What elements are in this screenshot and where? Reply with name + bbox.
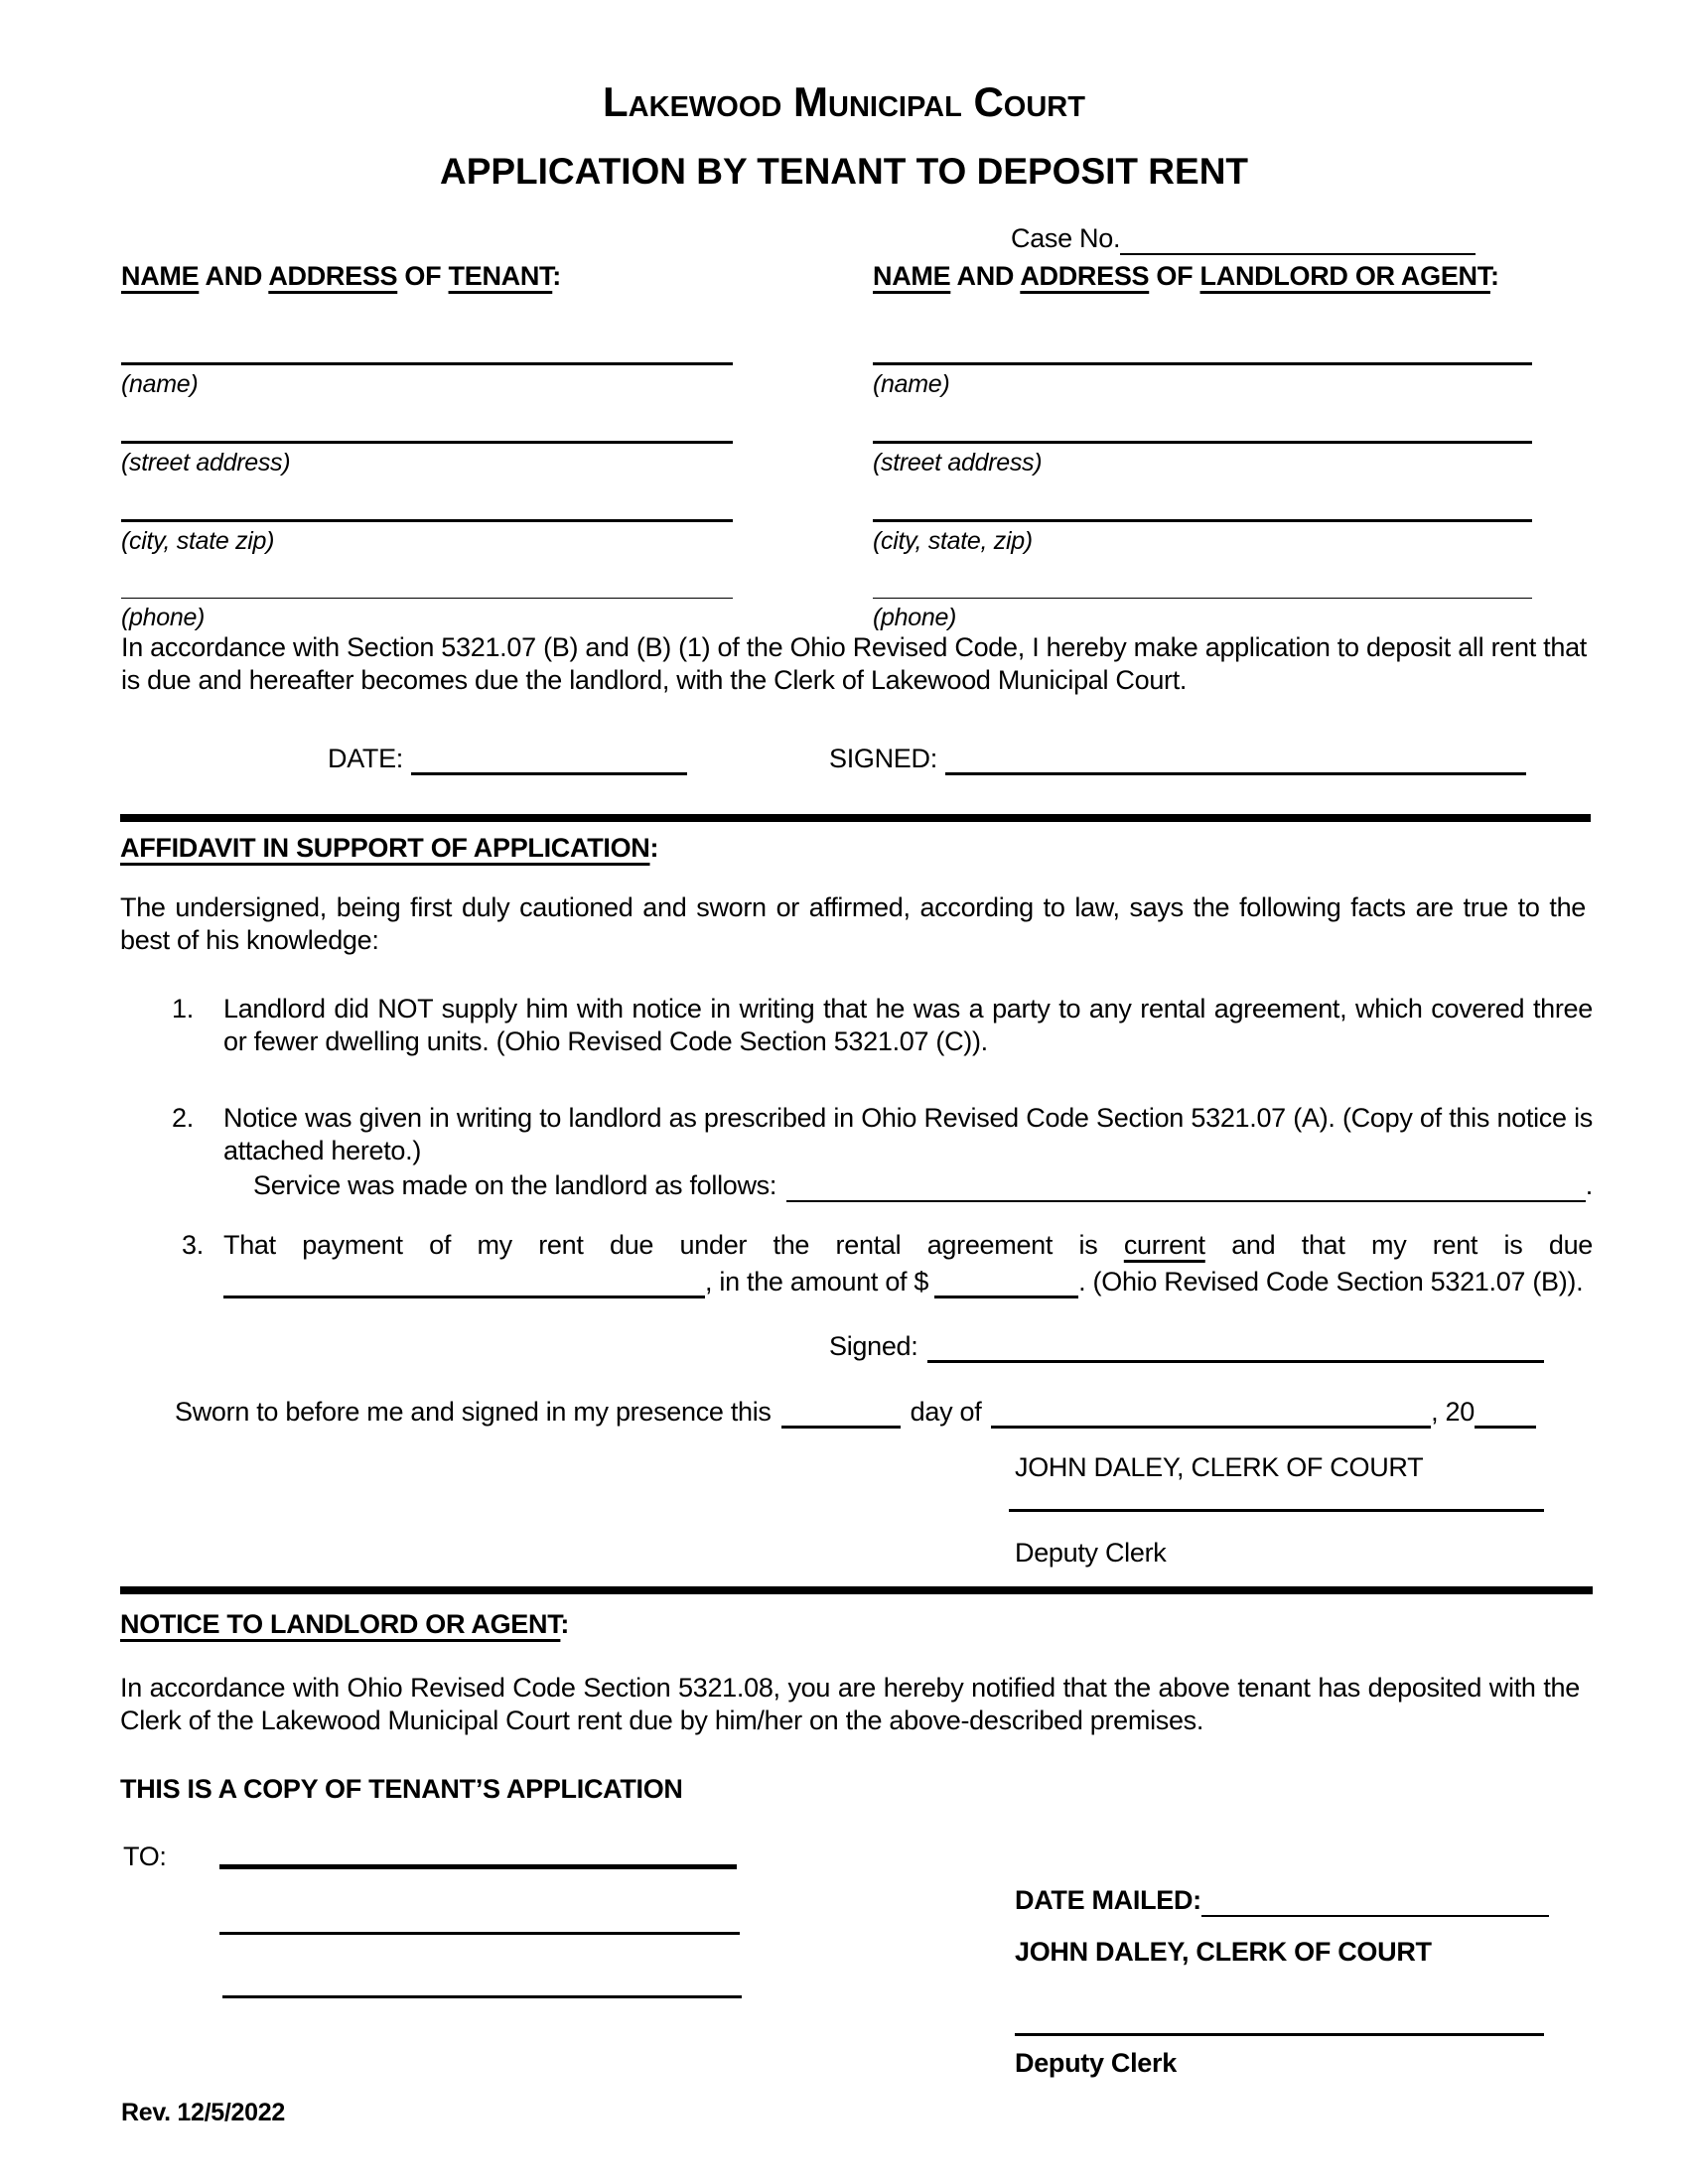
landlord-heading-landlord-word: LANDLORD OR AGENT <box>1199 261 1490 291</box>
tenant-city-field[interactable] <box>121 519 733 522</box>
section-divider-rule <box>120 814 1591 822</box>
tenant-section <box>121 260 733 632</box>
landlord-name-field[interactable] <box>873 362 1532 365</box>
notice-divider-rule <box>120 1586 1593 1594</box>
signed-label: SIGNED: <box>829 744 937 773</box>
item-1-number: 1. <box>172 994 194 1024</box>
revision-date: Rev. 12/5/2022 <box>121 2099 285 2126</box>
sworn-prefix-text: Sworn to before me and signed in my presence this <box>175 1397 772 1427</box>
landlord-heading-name-word: NAME <box>873 261 951 291</box>
affidavit-heading-colon: : <box>649 833 659 863</box>
notice-heading-colon: : <box>560 1609 570 1639</box>
service-period: . <box>1585 1170 1593 1200</box>
affidavit-item-3 <box>120 1229 1593 1298</box>
landlord-heading-of-word: OF <box>1149 261 1200 291</box>
landlord-street-label: (street address) <box>873 449 1043 477</box>
sworn-year-field[interactable] <box>1475 1396 1536 1429</box>
affidavit-item-2 <box>120 1102 1593 1202</box>
to-address-line-2-field[interactable] <box>219 1932 740 1935</box>
landlord-heading-address-word: ADDRESS <box>1020 261 1150 291</box>
date-mailed-label: DATE MAILED: <box>1015 1885 1201 1915</box>
sworn-year-prefix-text: , 20 <box>1431 1397 1475 1427</box>
sworn-row <box>175 1396 1536 1429</box>
signed-field[interactable] <box>945 743 1526 775</box>
notice-paragraph: In accordance with Ohio Revised Code Section 5321.08, you are hereby notified that the above tenant has deposited with the Clerk of the Lakewood Municipal Court rent due by him/her on the above-described premises. <box>120 1673 1580 1735</box>
rent-due-date-field[interactable] <box>223 1266 705 1298</box>
deputy-clerk-label: Deputy Clerk <box>1015 1538 1167 1568</box>
tenant-street-label: (street address) <box>121 449 291 477</box>
tenant-street-field[interactable] <box>121 441 733 444</box>
landlord-heading-colon: : <box>1489 261 1499 291</box>
notice-heading-text: NOTICE TO LANDLORD OR AGENT <box>120 1609 561 1639</box>
tenant-heading-of-word: OF <box>397 261 449 291</box>
landlord-section <box>873 260 1532 632</box>
tenant-phone-field[interactable] <box>121 598 733 599</box>
date-mailed-field[interactable] <box>1201 1885 1549 1917</box>
clerk-name-line-bottom: JOHN DALEY, CLERK OF COURT <box>1015 1937 1432 1967</box>
tenant-name-field[interactable] <box>121 362 733 365</box>
affidavit-signed-label: Signed: <box>829 1331 918 1361</box>
landlord-street-field[interactable] <box>873 441 1532 444</box>
tenant-heading-name-word: NAME <box>121 261 200 291</box>
case-number-row <box>1011 222 1476 255</box>
date-label: DATE: <box>328 744 404 773</box>
affidavit-item-1 <box>120 993 1593 1058</box>
item-3-text-b: and that my rent is due <box>1231 1230 1593 1260</box>
notice-heading <box>120 1608 569 1641</box>
date-row <box>328 743 687 775</box>
item-2-text: Notice was given in writing to landlord as prescribed in Ohio Revised Code Section 5321.07 (A). (Copy of this notice is attached hereto.) <box>223 1103 1593 1165</box>
item-3-text-a: That payment of my rent due under the rental agreement is <box>223 1230 1098 1260</box>
tenant-heading-address-word: ADDRESS <box>268 261 398 291</box>
item-1-text: Landlord did NOT supply him with notice in writing that he was a party to any rental agreement, which covered three or fewer dwelling units. (Ohio Revised Code Section 5321.07 (C)). <box>223 994 1593 1056</box>
form-title: APPLICATION BY TENANT TO DEPOSIT RENT <box>439 151 1249 192</box>
landlord-city-field[interactable] <box>873 519 1532 522</box>
affidavit-signed-field[interactable] <box>927 1330 1544 1363</box>
service-made-label: Service was made on the landlord as follows: <box>253 1170 777 1200</box>
sworn-day-of-text: day of <box>910 1397 982 1427</box>
landlord-name-label: (name) <box>873 370 950 398</box>
item-2-number: 2. <box>172 1103 194 1133</box>
sworn-day-field[interactable] <box>781 1396 901 1429</box>
affidavit-signed-row <box>829 1330 1544 1363</box>
landlord-heading-and-word: AND <box>950 261 1021 291</box>
tenant-section-heading <box>121 260 733 293</box>
item-3-line-2 <box>223 1266 1593 1298</box>
rent-amount-field[interactable] <box>934 1266 1078 1298</box>
tenant-heading-and-word: AND <box>199 261 269 291</box>
tenant-phone-label: (phone) <box>121 604 206 631</box>
tenant-name-label: (name) <box>121 370 199 398</box>
deputy-clerk-signature-field[interactable] <box>1009 1509 1544 1512</box>
landlord-phone-field[interactable] <box>873 598 1532 599</box>
copy-statement: THIS IS A COPY OF TENANT’S APPLICATION <box>120 1774 683 1804</box>
service-row <box>253 1169 1593 1202</box>
case-no-field[interactable] <box>1120 223 1476 255</box>
case-no-label: Case No. <box>1011 223 1121 253</box>
court-title: Lakewood Municipal Court <box>603 78 1085 125</box>
tenant-heading-colon: : <box>552 261 561 291</box>
clerk-name-line: JOHN DALEY, CLERK OF COURT <box>1015 1452 1424 1482</box>
signed-row <box>829 743 1526 775</box>
sworn-month-field[interactable] <box>991 1396 1431 1429</box>
to-address-line-1-field[interactable] <box>219 1864 737 1869</box>
affidavit-heading-text: AFFIDAVIT IN SUPPORT OF APPLICATION <box>120 833 650 863</box>
affidavit-heading <box>120 832 658 865</box>
landlord-phone-label: (phone) <box>873 604 957 631</box>
tenant-heading-tenant-word: TENANT <box>448 261 553 291</box>
landlord-section-heading <box>873 260 1532 293</box>
to-address-line-3-field[interactable] <box>222 1995 742 1998</box>
amount-mid-text: , in the amount of $ <box>705 1267 929 1297</box>
deputy-clerk-label-bottom: Deputy Clerk <box>1015 2048 1177 2078</box>
date-field[interactable] <box>411 743 687 775</box>
deputy-clerk-signature-field-bottom[interactable] <box>1015 2033 1544 2036</box>
tenant-city-label: (city, state zip) <box>121 527 275 555</box>
date-mailed-row <box>1015 1884 1549 1917</box>
application-paragraph: In accordance with Section 5321.07 (B) and (B) (1) of the Ohio Revised Code, I hereby make application to deposit all rent that is due and hereafter becomes due the landlord, with the Clerk of Lakewood Municipal Court. <box>121 632 1587 695</box>
to-label: TO: <box>123 1842 167 1871</box>
item-3-current-word: current <box>1123 1230 1205 1260</box>
service-method-field[interactable] <box>786 1170 1586 1202</box>
item-3-number: 3. <box>182 1230 204 1260</box>
item-3-line-1 <box>223 1229 1593 1262</box>
amount-end-text: . (Ohio Revised Code Section 5321.07 (B)). <box>1078 1267 1584 1297</box>
landlord-city-label: (city, state, zip) <box>873 527 1033 555</box>
affidavit-intro: The undersigned, being first duly cautioned and sworn or affirmed, according to law, says the following facts are true to the best of his knowledge: <box>120 892 1586 955</box>
